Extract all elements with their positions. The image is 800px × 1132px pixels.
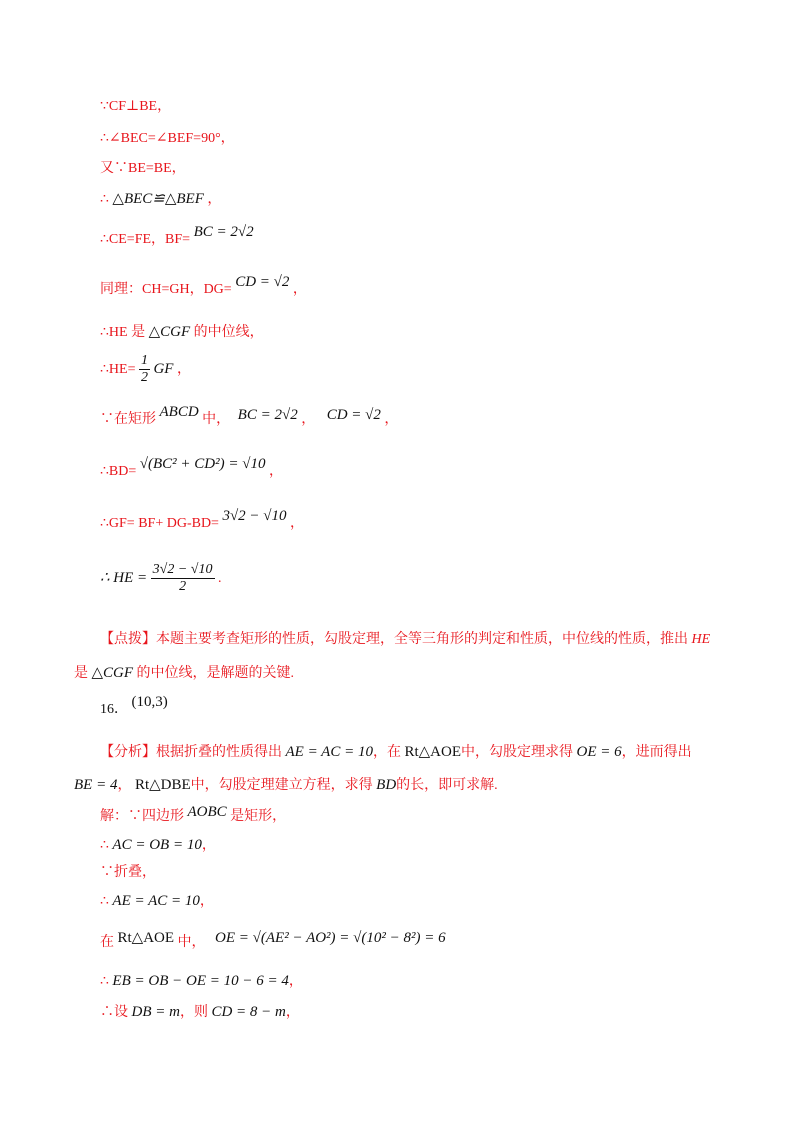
line-gf: ∴GF= BF+ DG-BD= 3√2 − √10 ， xyxy=(100,508,305,531)
line-he-half: ∴HE= $\frac{1}{2}$ GF ， xyxy=(100,353,191,386)
math-bd-sqrt: √(BC² + CD²) = √10 xyxy=(139,456,266,472)
analysis-label: 【分析】 xyxy=(100,745,156,760)
math-congruent: △BEC≌△BEF xyxy=(112,191,204,207)
solution-line-5: 在 Rt△AOE 中， OE = √(AE² − AO²) = √(10² − 8²) = 6 xyxy=(100,930,446,950)
solution-line-1: 解：∵四边形 AOBC 是矩形， xyxy=(100,804,287,824)
analysis-line-1: 【分析】根据折叠的性质得出 AE = AC = 10，在 Rt△AOE中，勾股定理求得 OE = 6，进而得出 xyxy=(100,744,692,760)
math-abcd: ABCD xyxy=(159,404,199,420)
solution-line-2: ∴ AC = OB = 10， xyxy=(100,837,216,853)
math-gf: GF xyxy=(153,361,174,377)
solution-line-7: ∴设 DB = m，则 CD = 8 − m， xyxy=(100,1004,300,1020)
line-midline: ∴HE 是 △CGF 的中位线， xyxy=(100,324,264,340)
line-rectangle: ∵在矩形 ABCD 中， BC = 2√2 ， CD = √2 ， xyxy=(100,404,399,427)
analysis-line-2: BE = 4， Rt△DBE中，勾股定理建立方程，求得 BD的长，即可求解. xyxy=(74,777,498,793)
line-cf-perp-be: ∵CF⊥BE， xyxy=(100,99,172,114)
fraction-he: $\frac{3√2 - √10}{2}$ xyxy=(152,562,213,595)
math-gf-value: 3√2 − √10 xyxy=(222,508,287,524)
solution-line-3: ∵折叠， xyxy=(100,865,156,880)
question-number: 16． xyxy=(100,702,128,717)
line-bd: ∴BD= √(BC² + CD²) = √10 ， xyxy=(100,456,283,479)
math-bc: BC = 2√2 xyxy=(193,224,254,240)
math-cd: CD = √2 xyxy=(235,274,290,290)
line-he-result: ∴ HE = $\frac{3√2 - √10}{2}$ . xyxy=(100,562,222,595)
line-ch-gh: 同理：CH=GH，DG= CD = √2 ， xyxy=(100,274,307,297)
solution-line-6: ∴ EB = OB − OE = 10 − 6 = 4， xyxy=(100,973,303,989)
line-ce-fe: ∴CE=FE，BF= BC = 2√2 xyxy=(100,224,254,247)
line-be-eq-be: 又∵BE=BE， xyxy=(100,161,186,176)
answer-coordinate: (10,3) xyxy=(131,694,168,710)
math-triangle-cgf-tip: △CGF xyxy=(91,665,134,681)
tip-label: 【点拨】 xyxy=(100,632,156,647)
solution-line-4: ∴ AE = AC = 10， xyxy=(100,893,214,909)
fraction-half: $\frac{1}{2}$ xyxy=(140,353,148,386)
line-congruent: ∴ △BEC≌△BEF ， xyxy=(100,191,222,207)
line-angle-90: ∴∠BEC=∠BEF=90°， xyxy=(100,131,235,146)
tip-line-2: 是 △CGF 的中位线，是解题的关键. xyxy=(74,665,295,681)
math-oe-sqrt: OE = √(AE² − AO²) = √(10² − 8²) = 6 xyxy=(215,930,446,946)
math-triangle-cgf: △CGF xyxy=(148,324,191,340)
math-bc-value: BC = 2√2 xyxy=(237,407,298,423)
question-16 xyxy=(100,694,168,719)
math-cd-value: CD = √2 xyxy=(326,407,381,423)
tip-line-1: 【点拨】本题主要考查矩形的性质，勾股定理，全等三角形的判定和性质，中位线的性质，推出 HE xyxy=(100,632,711,647)
